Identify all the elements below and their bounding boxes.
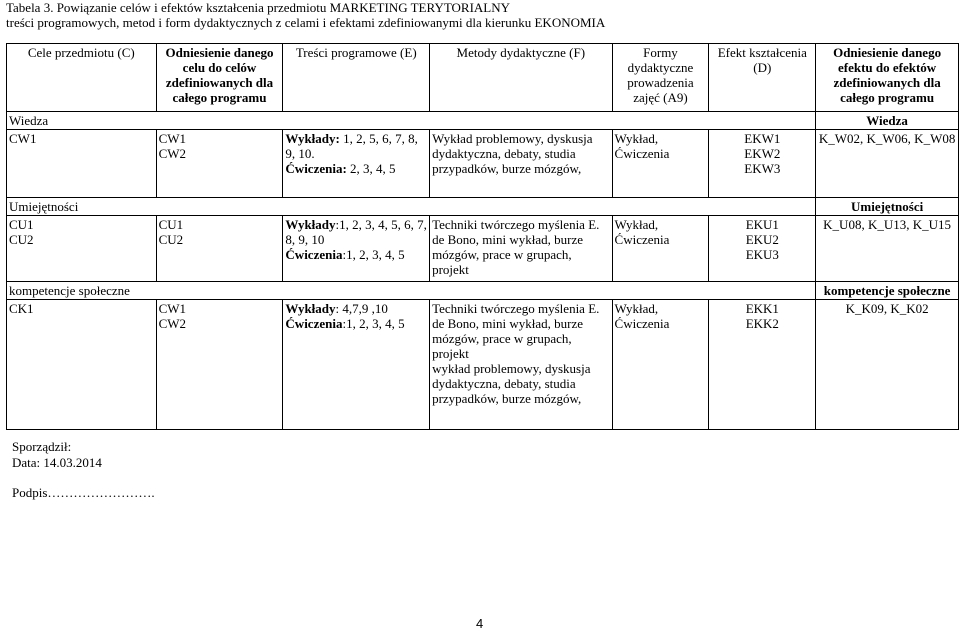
odniesienie-celu-cell: CU1 CU2 xyxy=(156,216,283,282)
section-label-wiedza: Wiedza xyxy=(7,112,816,130)
tresci-wyklady-label: Wykłady: xyxy=(285,131,340,146)
section-row-wiedza xyxy=(7,112,959,130)
tresci-cwiczenia: 2, 3, 4, 5 xyxy=(346,161,396,176)
section-row-kompetencje xyxy=(7,282,959,300)
section-label-kompetencje: kompetencje społeczne xyxy=(7,282,816,300)
header-formy: Formy dydaktyczne prowadzenia zajęć (A9) xyxy=(612,44,709,112)
metody-cell: Techniki twórczego myślenia E. de Bono, mini wykład, burze mózgów, prace w grupach, projekt xyxy=(430,216,612,282)
tresci-wyklady-label: Wykłady xyxy=(285,217,336,232)
tresci-cell xyxy=(283,216,430,282)
section-label-umiejetnosci: Umiejętności xyxy=(7,198,816,216)
table-caption xyxy=(6,0,605,30)
odniesienie-celu-cell: CW1 CW2 xyxy=(156,300,283,430)
tresci-cwiczenia-label: Ćwiczenia xyxy=(285,316,343,331)
signature-line: Podpis……………………. xyxy=(12,485,155,500)
header-odniesienie-efektu: Odniesienie danego efektu do efektów zdefiniowanych dla całego programu xyxy=(816,44,959,112)
formy-cell: Wykład, Ćwiczenia xyxy=(612,216,709,282)
table-row xyxy=(7,216,959,282)
section-row-umiejetnosci xyxy=(7,198,959,216)
cele-cell: CW1 xyxy=(7,130,157,198)
table-row xyxy=(7,300,959,430)
formy-cell: Wykład, Ćwiczenia xyxy=(612,300,709,430)
header-efekt: Efekt kształcenia (D) xyxy=(709,44,816,112)
caption-line-1: Tabela 3. Powiązanie celów i efektów kształcenia przedmiotu MARKETING TERYTORIALNY xyxy=(6,0,511,15)
header-metody: Metody dydaktyczne (F) xyxy=(430,44,612,112)
tresci-cwiczenia: :1, 2, 3, 4, 5 xyxy=(342,316,405,331)
tresci-cell xyxy=(283,130,430,198)
tresci-cwiczenia-label: Ćwiczenia xyxy=(285,247,343,262)
odniesienie-efektu-cell: K_W02, K_W06, K_W08 xyxy=(816,130,959,198)
odniesienie-celu-cell: CW1 CW2 xyxy=(156,130,283,198)
header-tresci: Treści programowe (E) xyxy=(283,44,430,112)
odniesienie-efektu-cell: K_U08, K_U13, K_U15 xyxy=(816,216,959,282)
table-row xyxy=(7,130,959,198)
page-number: 4 xyxy=(476,616,484,631)
tresci-wyklady: 1, 2, 5, 6, 7, 8, 9, 10. xyxy=(285,131,418,161)
tresci-cwiczenia-label: Ćwiczenia: xyxy=(285,161,347,176)
efekt-cell: EKW1 EKW2 EKW3 xyxy=(709,130,816,198)
section-label-umiejetnosci-right: Umiejętności xyxy=(816,198,959,216)
prepared-by: Sporządził: xyxy=(12,439,72,454)
formy-cell: Wykład, Ćwiczenia xyxy=(612,130,709,198)
metody-cell: Techniki twórczego myślenia E. de Bono, mini wykład, burze mózgów, prace w grupach, projekt wykład problemowy, dyskusja dydaktyczna, debaty, studia przypadków, burze mózgów, xyxy=(430,300,612,430)
tresci-cwiczenia: :1, 2, 3, 4, 5 xyxy=(342,247,405,262)
mapping-table xyxy=(6,43,959,430)
tresci-wyklady: :1, 2, 3, 4, 5, 6, 7, 8, 9, 10 xyxy=(285,217,427,247)
efekt-cell: EKU1 EKU2 EKU3 xyxy=(709,216,816,282)
cele-cell: CU1 CU2 xyxy=(7,216,157,282)
date-label: Data: 14.03.2014 xyxy=(12,455,102,470)
efekt-cell: EKK1 EKK2 xyxy=(709,300,816,430)
header-row xyxy=(7,44,959,112)
odniesienie-efektu-cell: K_K09, K_K02 xyxy=(816,300,959,430)
metody-cell: Wykład problemowy, dyskusja dydaktyczna, debaty, studia przypadków, burze mózgów, xyxy=(430,130,612,198)
tresci-cell xyxy=(283,300,430,430)
header-odniesienie-celu: Odniesienie danego celu do celów zdefiniowanych dla całego programu xyxy=(156,44,283,112)
tresci-wyklady: : 4,7,9 ,10 xyxy=(335,301,388,316)
cele-cell: CK1 xyxy=(7,300,157,430)
tresci-wyklady-label: Wykłady xyxy=(285,301,336,316)
header-cele: Cele przedmiotu (C) xyxy=(7,44,157,112)
section-label-wiedza-right: Wiedza xyxy=(816,112,959,130)
section-label-kompetencje-right: kompetencje społeczne xyxy=(816,282,959,300)
caption-line-2: treści programowych, metod i form dydaktycznych z celami i efektami zdefiniowanymi dla kierunku EKONOMIA xyxy=(6,15,606,30)
